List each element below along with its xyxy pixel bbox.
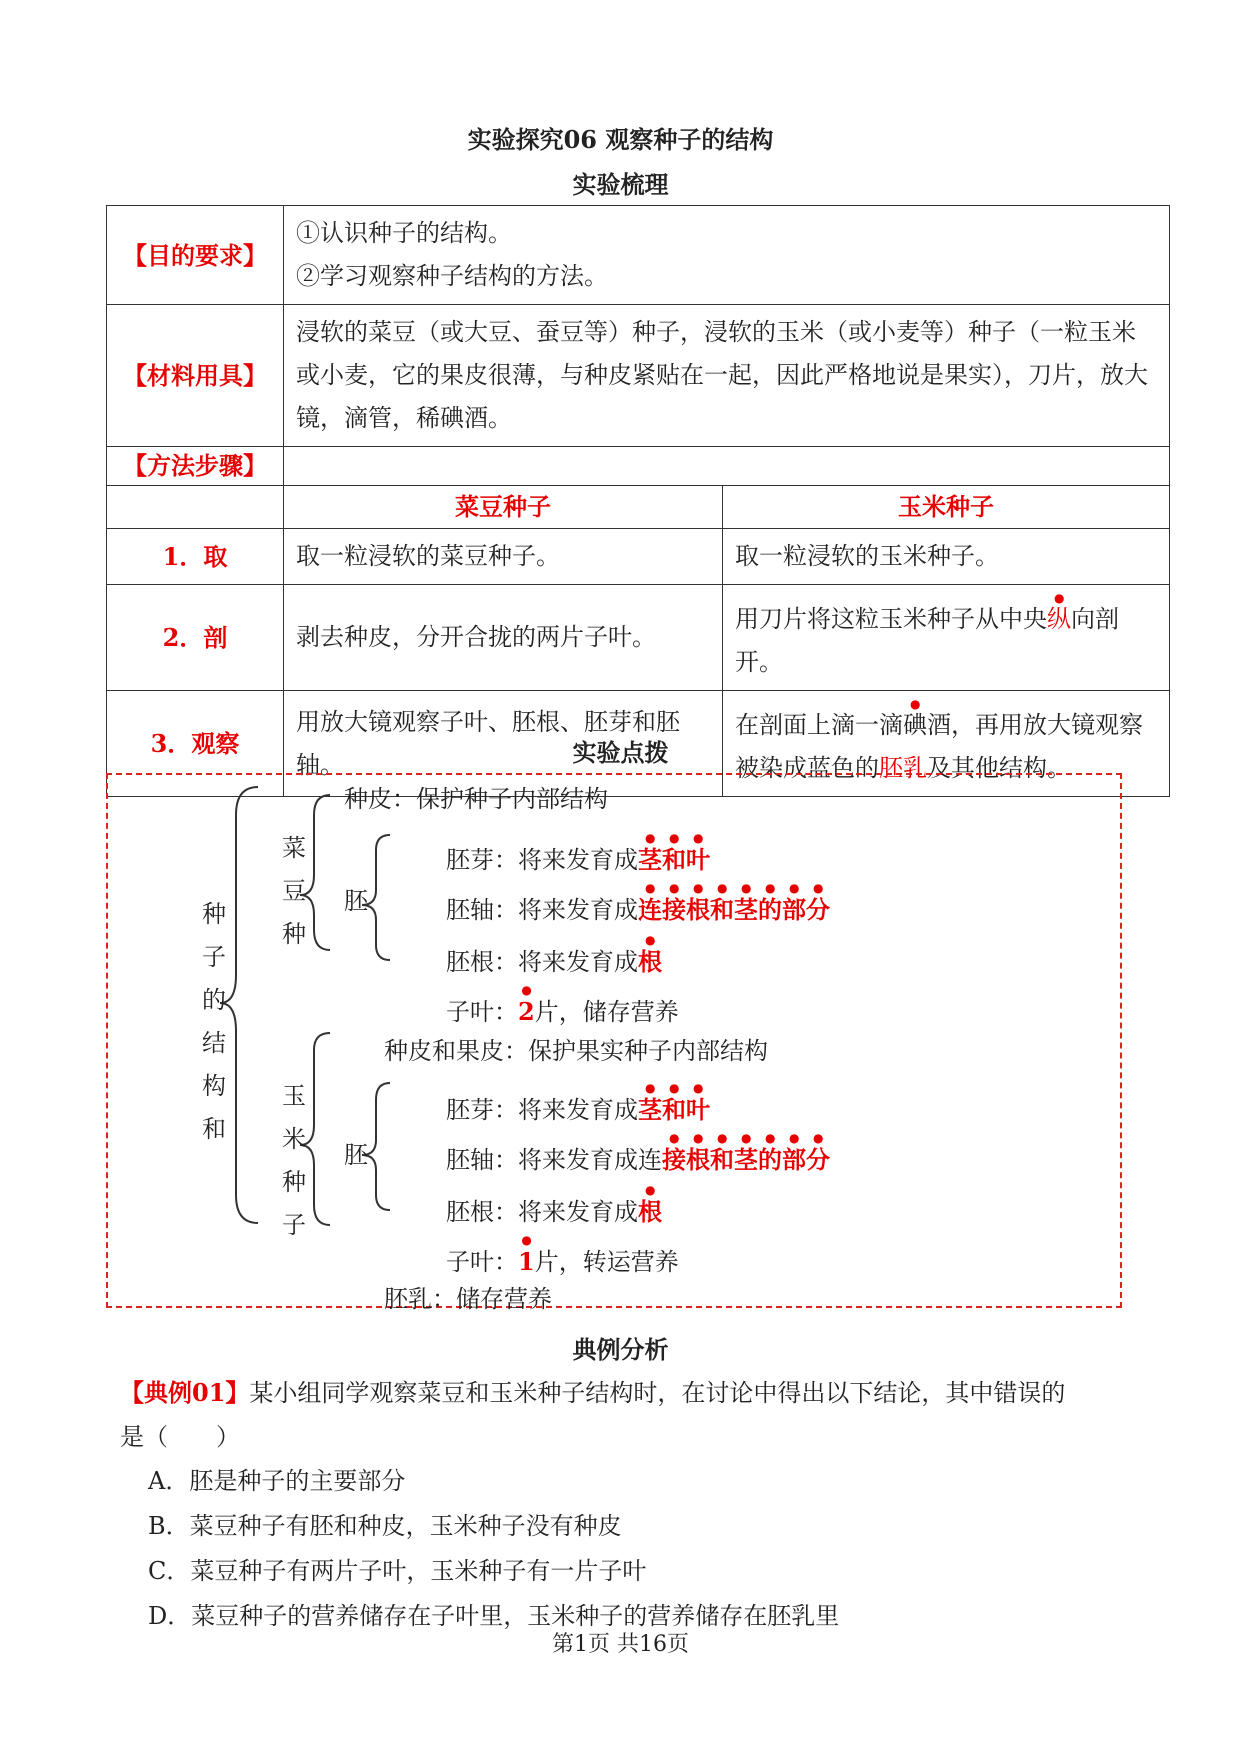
key-word: 茎和叶: [638, 1095, 710, 1124]
char: 豆: [282, 877, 306, 905]
text-run: 胚芽：将来发育成: [446, 1096, 638, 1124]
char: 种: [282, 920, 306, 948]
question-tag: 【典例01】: [120, 1378, 250, 1407]
text-run: 及其他结构。: [927, 754, 1071, 782]
corn-coat: 种皮和果皮：保护果实种子内部结构: [384, 1037, 768, 1065]
question-line: [120, 1373, 1065, 1408]
purpose-cell: [284, 206, 1170, 305]
bean-label: [280, 827, 308, 956]
step-bean: 剥去种皮，分开合拢的两片子叶。: [284, 585, 723, 691]
option-d: D．菜豆种子的营养储存在子叶里，玉米种子的营养储存在胚乳里: [148, 1602, 840, 1630]
char: 菜: [282, 834, 306, 862]
step-label: 1．取: [107, 529, 284, 585]
corn-item: [446, 1131, 830, 1175]
text-run: 胚芽：将来发育成: [446, 846, 638, 874]
table-row-header: [107, 486, 1170, 529]
table-row-materials: [107, 305, 1170, 447]
char: 子: [202, 943, 226, 971]
char: 玉: [282, 1082, 306, 1110]
materials-cell: 浸软的菜豆（或大豆、蚕豆等）种子，浸软的玉米（或小麦等）种子（一粒玉米或小麦，它的果皮很薄，与种皮紧贴在一起，因此严格地说是果实），刀片，放大镜，滴管，稀碘酒。: [284, 305, 1170, 447]
char: 的: [202, 986, 226, 1014]
text-run: 向剖开。: [735, 605, 1119, 676]
table-row-purpose: [107, 206, 1170, 305]
text-run: 胚轴：将来发育成连: [446, 1146, 662, 1174]
structure-diagram: [106, 773, 1122, 1313]
table-row: [107, 585, 1170, 691]
col-bean-header: 菜豆种子: [284, 486, 723, 529]
col-corn-header: 玉米种子: [723, 486, 1170, 529]
key-word: 1: [518, 1247, 535, 1276]
text-run: 片，转运营养: [534, 1248, 679, 1276]
corn-embryo-label: 胚: [344, 1141, 368, 1169]
corn-label: [280, 1075, 308, 1239]
char: 结: [202, 1029, 226, 1057]
purpose-line: ①认识种子的结构。: [296, 219, 512, 247]
table-row: [107, 529, 1170, 585]
table-row-method: [107, 447, 1170, 486]
purpose-label: 【目的要求】: [107, 206, 284, 305]
key-word: 连接根和茎的部分: [638, 895, 830, 924]
page-title: 实验探究06 观察种子的结构: [467, 125, 774, 154]
text-run: 用刀片将这粒玉米种子从中央: [735, 605, 1047, 633]
experiment-table: [106, 205, 1170, 797]
step-bean: 用放大镜观察子叶、胚根、胚芽和胚轴。: [284, 691, 723, 797]
bean-item: [446, 881, 830, 925]
option-a: A．胚是种子的主要部分: [148, 1467, 406, 1495]
option-c: C．菜豆种子有两片子叶，玉米种子有一片子叶: [148, 1557, 647, 1585]
materials-label: 【材料用具】: [107, 305, 284, 447]
header-empty: [107, 486, 284, 529]
char: 种: [202, 900, 226, 928]
option-b: B．菜豆种子有胚和种皮，玉米种子没有种皮: [148, 1512, 622, 1540]
char: 和: [202, 1115, 226, 1143]
question-text: 某小组同学观察菜豆和玉米种子结构时，在讨论中得出以下结论，其中错误的: [249, 1379, 1066, 1407]
purpose-line: ②学习观察种子结构的方法。: [296, 262, 608, 290]
text-run: 子叶：: [446, 998, 518, 1026]
text-run: 胚根：将来发育成: [446, 1198, 638, 1226]
bean-embryo-label: 胚: [344, 887, 368, 915]
char: 米: [282, 1125, 306, 1153]
key-word: 接根和茎的部分: [662, 1145, 830, 1174]
corn-item: [446, 1081, 710, 1125]
bean-coat: 种皮：保护种子内部结构: [344, 785, 608, 813]
bean-cotyledon: [446, 983, 679, 1027]
step-bean: 取一粒浸软的菜豆种子。: [284, 529, 723, 585]
key-word: 胚乳: [879, 754, 927, 782]
endosperm-text: 胚乳：储存营养: [384, 1285, 552, 1313]
key-word: 根: [638, 947, 662, 976]
step-label: 3．观察: [107, 691, 284, 797]
char: 构: [202, 1072, 226, 1100]
char: 子: [282, 1211, 306, 1239]
section-heading-tips: 实验点拨: [572, 738, 669, 767]
page-footer: 第1页 共16页: [552, 1632, 689, 1657]
key-word: 茎和叶: [638, 845, 710, 874]
bean-item: [446, 831, 710, 875]
text-run: 胚轴：将来发育成: [446, 896, 638, 924]
char: 种: [282, 1168, 306, 1196]
corn-item: [446, 1183, 662, 1227]
step-corn: [723, 585, 1170, 691]
root-label: [200, 893, 228, 1151]
key-word: 纵: [1047, 605, 1071, 633]
step-corn: 取一粒浸软的玉米种子。: [723, 529, 1170, 585]
key-word: 碘: [903, 711, 927, 739]
text-run: 酒，再用放大镜观察被染成蓝色的: [735, 711, 1143, 782]
bean-item: [446, 933, 662, 977]
text-run: 子叶：: [446, 1248, 518, 1276]
text-run: 在剖面上滴一滴: [735, 711, 903, 739]
method-empty: [284, 447, 1170, 486]
text-run: 胚根：将来发育成: [446, 948, 638, 976]
key-word: 2: [518, 997, 535, 1026]
key-word: 根: [638, 1197, 662, 1226]
corn-cotyledon: [446, 1233, 679, 1277]
section-heading-examples: 典例分析: [572, 1335, 669, 1364]
method-label: 【方法步骤】: [107, 447, 284, 486]
question-line: 是（ ）: [120, 1423, 240, 1451]
section-heading-sorting: 实验梳理: [572, 170, 669, 199]
text-run: 片，储存营养: [534, 998, 679, 1026]
step-label: 2．剖: [107, 585, 284, 691]
